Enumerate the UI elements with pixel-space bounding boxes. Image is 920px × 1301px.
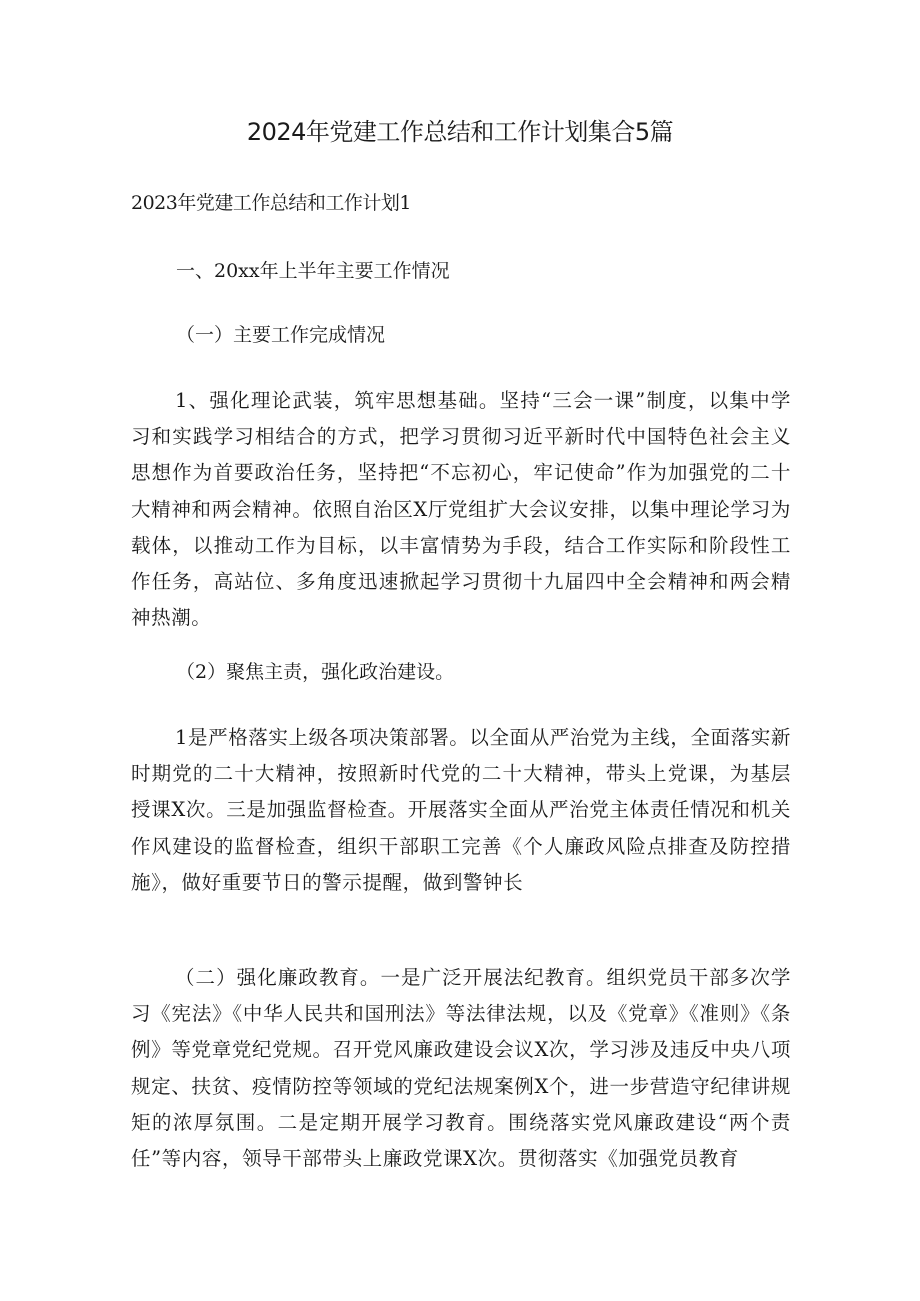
document-title: 2024年党建工作总结和工作计划集合5篇	[246, 118, 674, 146]
paragraph-integrity: （二）强化廉政教育。一是广泛开展法纪教育。组织党员干部多次学习《宪法》《中华人民共和国刑法》等法律法规，以及《党章》《准则》《条例》等党章党纪党规。召开党风廉政建设会议X次，学习涉及违反中央八项规定、扶贫、疫情防控等领域的党纪法规案例X个，进一步营造守纪律讲规矩的浓厚氛围。二是定期开展学习教育。围绕落实党风廉政建设“两个责任”等内容，领导干部带头上廉政党课X次。贯彻落实《加强党员教育	[131, 966, 791, 1171]
subsection-heading-1: （一）主要工作完成情况	[176, 324, 386, 346]
paragraph-theory: 1、强化理论武装，筑牢思想基础。坚持“三会一课”制度，以集中学习和实践学习相结合的方式，把学习贯彻习近平新时代中国特色社会主义思想作为首要政治任务，坚持把“不忘初心，牢记使命”作为加强党的二十大精神和两会精神。依照自治区X厅党组扩大会议安排，以集中理论学习为载体，以推动工作为目标，以丰富情势为手段，结合工作实际和阶段性工作任务，高站位、多角度迅速掀起学习贯彻十九届四中全会精神和两会精神热潮。	[131, 389, 791, 630]
subsection-heading-2: （2）聚焦主责，强化政治建设。	[176, 661, 455, 683]
document-subtitle: 2023年党建工作总结和工作计划1	[131, 192, 411, 214]
section-heading-1: 一、20xx年上半年主要工作情况	[176, 260, 450, 282]
paragraph-political: 1是严格落实上级各项决策部署。以全面从严治党为主线，全面落实新时期党的二十大精神，按照新时代党的二十大精神，带头上党课，为基层授课X次。三是加强监督检查。开展落实全面从严治党主体责任情况和机关作风建设的监督检查，组织干部职工完善《个人廉政风险点排查及防控措施》，做好重要节日的警示提醒，做到警钟长	[131, 726, 792, 894]
